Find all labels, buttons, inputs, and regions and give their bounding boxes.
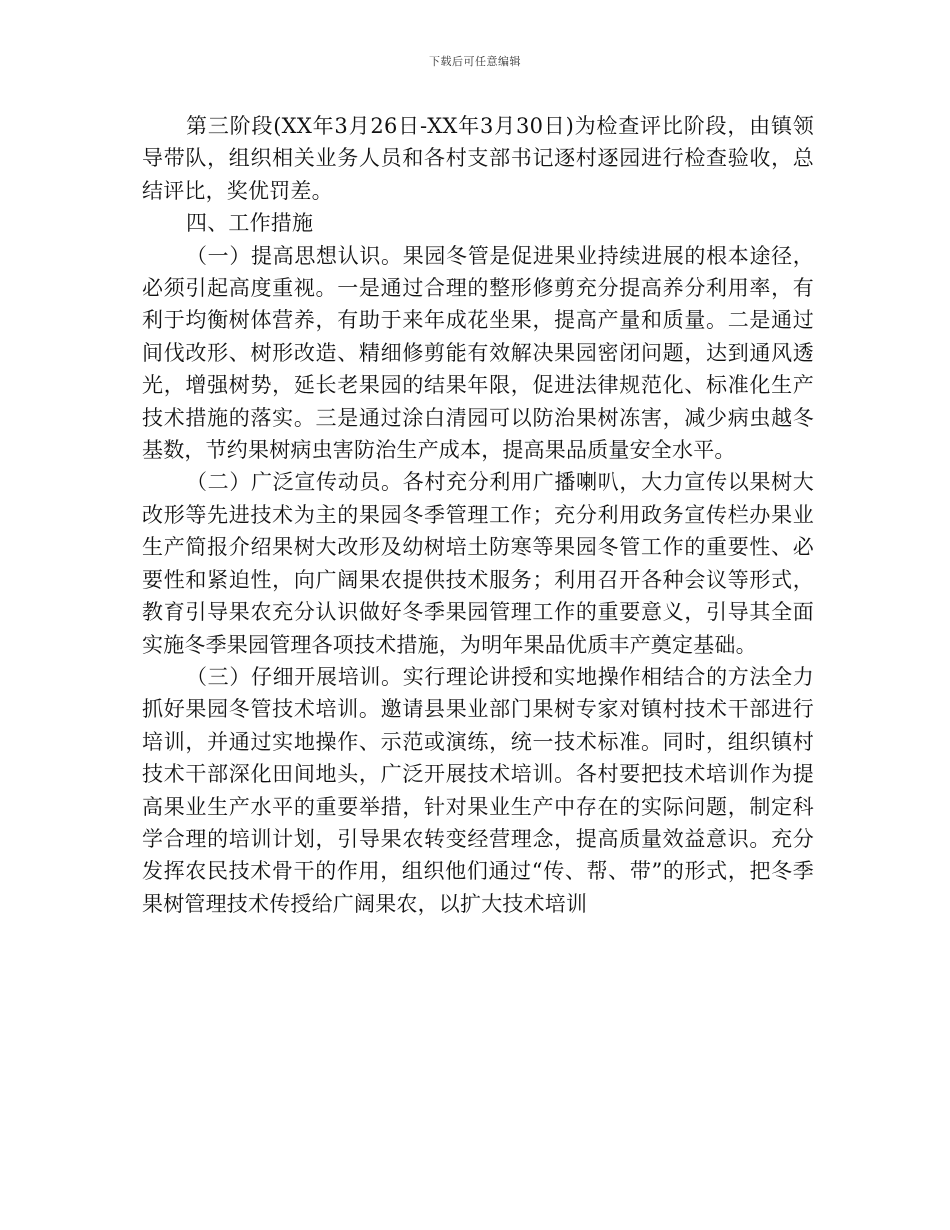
section-heading-work-measures: 四、工作措施 — [186, 211, 314, 236]
paragraph-measure-one: （一）提高思想认识。果园冬管是促进果业持续进展的根本途径，必须引起高度重视。一是通过合理的整形修剪充分提高养分利用率，有利于均衡树体营养，有助于来年成花坐果，提高产量和质量。二是通过间伐改形、树形改造、精细修剪能有效解决果园密闭问题，达到通风透光，增强树势，延长老果园的结果年限，促进法律规范化、标准化生产技术措施的落实。三是通过涂白清园可以防治果树冻害，减少病虫越冬基数，节约果树病虫害防治生产成本，提高果品质量安全水平。 — [142, 243, 814, 463]
paragraph-stage-three: 第三阶段(XX年3月26日-XX年3月30日)为检查评比阶段，由镇领导带队，组织相关业务人员和各村支部书记逐村逐园进行检查验收，总结评比，奖优罚差。 — [142, 114, 814, 203]
page-header-note: 下载后可任意编辑 — [429, 55, 521, 68]
paragraph-measure-two: （二）广泛宣传动员。各村充分利用广播喇叭，大力宣传以果树大改形等先进技术为主的果园冬季管理工作；充分利用政务宣传栏办果业生产简报介绍果树大改形及幼树培土防寒等果园冬管工作的重要性、必要性和紧迫性，向广阔果农提供技术服务；利用召开各种会议等形式，教育引导果农充分认识做好冬季果园管理工作的重要意义，引导其全面实施冬季果园管理各项技术措施，为明年果品优质丰产奠定基础。 — [142, 470, 814, 657]
document-body — [142, 110, 814, 920]
paragraph-measure-three: （三）仔细开展培训。实行理论讲授和实地操作相结合的方法全力抓好果园冬管技术培训。邀请县果业部门果树专家对镇村技术干部进行培训，并通过实地操作、示范或演练，统一技术标准。同时，组织镇村技术干部深化田间地头，广泛开展技术培训。各村要把技术培训作为提高果业生产水平的重要举措，针对果业生产中存在的实际问题，制定科学合理的培训计划，引导果农转变经营理念，提高质量效益意识。充分发挥农民技术骨干的作用，组织他们通过“传、帮、带”的形式，把冬季果树管理技术传授给广阔果农，以扩大技术培训 — [142, 664, 814, 916]
